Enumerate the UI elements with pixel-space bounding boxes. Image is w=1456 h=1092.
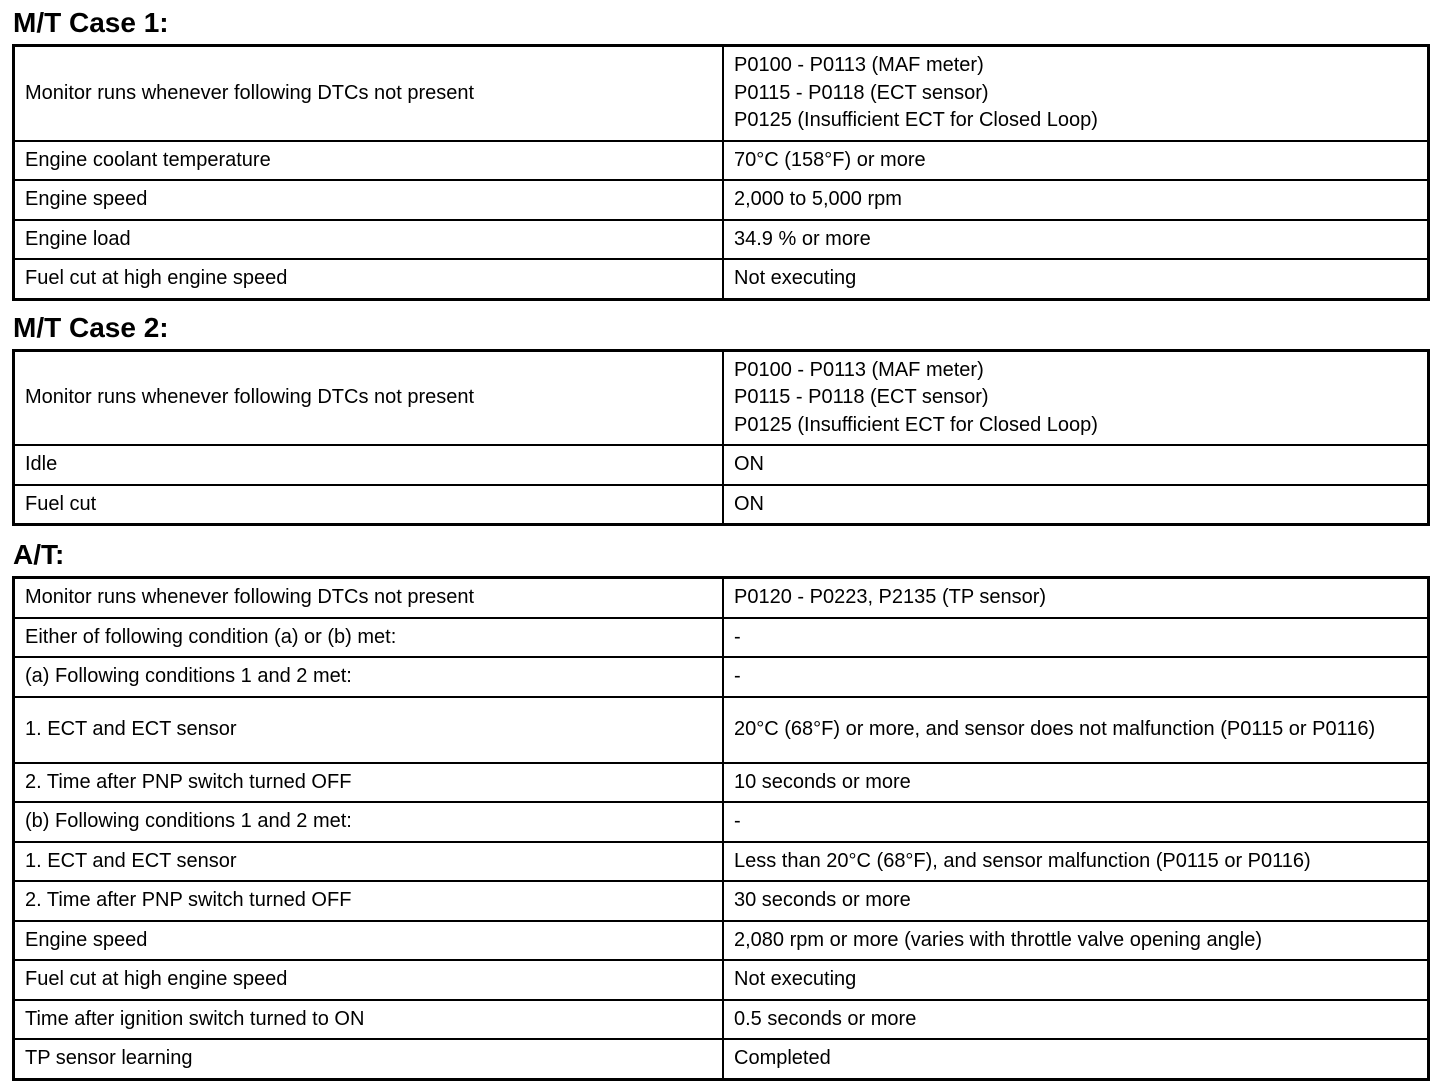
condition-cell: Fuel cut [14, 485, 724, 525]
condition-cell: 1. ECT and ECT sensor [14, 842, 724, 882]
section-title-mt-case-1: M/T Case 1: [13, 7, 169, 38]
table-row [14, 763, 1429, 803]
table-row [14, 578, 1429, 618]
value-cell: Less than 20°C (68°F), and sensor malfunction (P0115 or P0116) [723, 842, 1429, 882]
condition-cell: Monitor runs whenever following DTCs not present [14, 46, 724, 141]
table-row [14, 445, 1429, 485]
table-row [14, 259, 1429, 299]
condition-cell: Engine speed [14, 180, 724, 220]
value-cell: 10 seconds or more [723, 763, 1429, 803]
value-cell: - [723, 802, 1429, 842]
table-row [14, 485, 1429, 525]
table-row [14, 1000, 1429, 1040]
table-row [14, 921, 1429, 961]
value-cell: 34.9 % or more [723, 220, 1429, 260]
condition-cell: 2. Time after PNP switch turned OFF [14, 763, 724, 803]
value-cell: Not executing [723, 960, 1429, 1000]
table-row [14, 881, 1429, 921]
table-row [14, 1039, 1429, 1079]
condition-cell: 1. ECT and ECT sensor [14, 697, 724, 763]
table-row [14, 141, 1429, 181]
value-cell: ON [723, 445, 1429, 485]
condition-cell: (b) Following conditions 1 and 2 met: [14, 802, 724, 842]
table-row [14, 220, 1429, 260]
condition-cell: Time after ignition switch turned to ON [14, 1000, 724, 1040]
value-cell: 30 seconds or more [723, 881, 1429, 921]
value-cell: 70°C (158°F) or more [723, 141, 1429, 181]
condition-cell: TP sensor learning [14, 1039, 724, 1079]
value-cell: ON [723, 485, 1429, 525]
condition-cell: Idle [14, 445, 724, 485]
conditions-table-mt-case-2 [12, 349, 1430, 527]
condition-cell: Either of following condition (a) or (b) met: [14, 618, 724, 658]
table-row [14, 960, 1429, 1000]
value-cell: - [723, 657, 1429, 697]
value-cell: - [723, 618, 1429, 658]
value-cell: 20°C (68°F) or more, and sensor does not malfunction (P0115 or P0116) [723, 697, 1429, 763]
value-cell: 0.5 seconds or more [723, 1000, 1429, 1040]
conditions-table-at [12, 576, 1430, 1081]
condition-cell: Fuel cut at high engine speed [14, 259, 724, 299]
table-row [14, 657, 1429, 697]
section-title-at: A/T: [13, 539, 65, 570]
table-row [14, 350, 1429, 445]
condition-cell: Fuel cut at high engine speed [14, 960, 724, 1000]
value-cell: 2,000 to 5,000 rpm [723, 180, 1429, 220]
value-cell: P0100 - P0113 (MAF meter) P0115 - P0118 (ECT sensor) P0125 (Insufficient ECT for Closed Loop) [723, 350, 1429, 445]
table-row [14, 46, 1429, 141]
table-row [14, 180, 1429, 220]
condition-cell: 2. Time after PNP switch turned OFF [14, 881, 724, 921]
conditions-table-mt-case-1 [12, 44, 1430, 301]
section-title-mt-case-2: M/T Case 2: [13, 311, 169, 343]
table-row [14, 697, 1429, 763]
table-row [14, 618, 1429, 658]
condition-cell: Monitor runs whenever following DTCs not present [14, 578, 724, 618]
condition-cell: Engine speed [14, 921, 724, 961]
table-row [14, 802, 1429, 842]
value-cell: P0100 - P0113 (MAF meter) P0115 - P0118 (ECT sensor) P0125 (Insufficient ECT for Closed Loop) [723, 46, 1429, 141]
condition-cell: Engine coolant temperature [14, 141, 724, 181]
value-cell: Completed [723, 1039, 1429, 1079]
value-cell: Not executing [723, 259, 1429, 299]
table-row [14, 842, 1429, 882]
value-cell: P0120 - P0223, P2135 (TP sensor) [723, 578, 1429, 618]
document-page [12, 6, 1430, 1081]
condition-cell: Engine load [14, 220, 724, 260]
condition-cell: (a) Following conditions 1 and 2 met: [14, 657, 724, 697]
value-cell: 2,080 rpm or more (varies with throttle valve opening angle) [723, 921, 1429, 961]
condition-cell: Monitor runs whenever following DTCs not present [14, 350, 724, 445]
